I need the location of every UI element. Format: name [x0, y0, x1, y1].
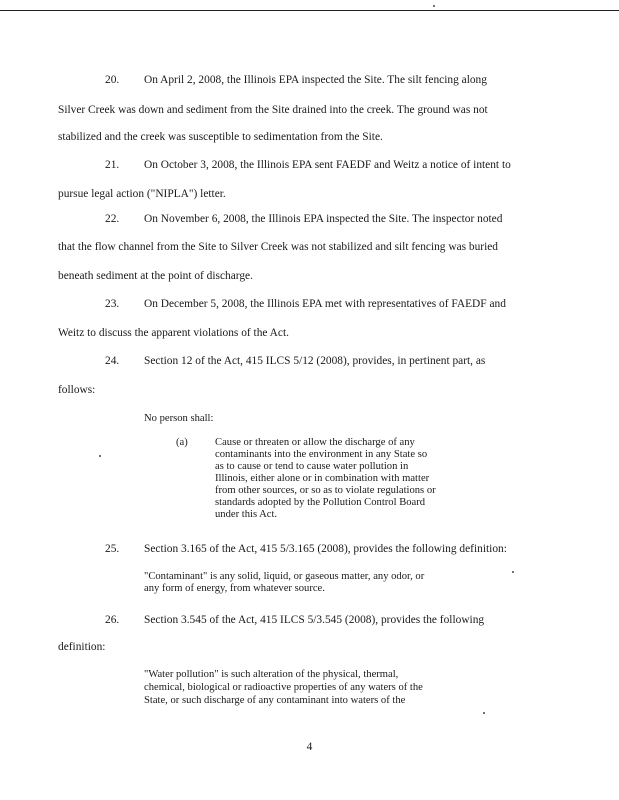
- top-rule: [0, 10, 619, 11]
- quote-line: State, or such discharge of any contaminant into waters of the: [144, 695, 406, 706]
- paragraph-number: 22.: [105, 213, 120, 225]
- quote-line: Illinois, either alone or in combination with matter: [215, 473, 430, 484]
- paragraph-line: that the flow channel from the Site to Silver Creek was not stabilized and silt fencing was buried: [58, 241, 499, 253]
- quote-line: under this Act.: [215, 509, 278, 520]
- quote-line: from other sources, or so as to violate regulations or: [215, 485, 436, 496]
- paragraph-line: definition:: [58, 641, 106, 653]
- page-number: 4: [306, 741, 313, 753]
- quote-line: "Contaminant" is any solid, liquid, or gaseous matter, any odor, or: [144, 571, 425, 582]
- paragraph-number: 21.: [105, 159, 120, 171]
- quote-line: standards adopted by the Pollution Control Board: [215, 497, 426, 508]
- quote-line: contaminants into the environment in any State so: [215, 449, 428, 460]
- paragraph-line: Silver Creek was down and sediment from the Site drained into the creek. The ground was not: [58, 104, 488, 116]
- quote-line: chemical, biological or radioactive properties of any waters of the: [144, 682, 423, 693]
- scan-speck: [483, 712, 485, 714]
- scan-speck: [99, 455, 101, 457]
- quote-item-label: (a): [176, 437, 188, 448]
- paragraph-line: On October 3, 2008, the Illinois EPA sent FAEDF and Weitz a notice of intent to: [144, 159, 511, 171]
- paragraph-line: stabilized and the creek was susceptible to sedimentation from the Site.: [58, 131, 383, 143]
- scan-speck: [433, 5, 435, 7]
- paragraph-line: Section 12 of the Act, 415 ILCS 5/12 (2008), provides, in pertinent part, as: [144, 355, 486, 367]
- paragraph-line: On November 6, 2008, the Illinois EPA inspected the Site. The inspector noted: [144, 213, 503, 225]
- quote-line: "Water pollution" is such alteration of the physical, thermal,: [144, 669, 399, 680]
- scan-speck: [512, 571, 514, 573]
- paragraph-line: Weitz to discuss the apparent violations of the Act.: [58, 327, 289, 339]
- paragraph-number: 25.: [105, 543, 120, 555]
- quote-line: Cause or threaten or allow the discharge of any: [215, 437, 415, 448]
- paragraph-line: follows:: [58, 384, 96, 396]
- paragraph-number: 24.: [105, 355, 120, 367]
- paragraph-line: pursue legal action ("NIPLA") letter.: [58, 188, 226, 200]
- quote-intro: No person shall:: [144, 413, 214, 424]
- paragraph-number: 23.: [105, 298, 120, 310]
- paragraph-line: Section 3.165 of the Act, 415 5/3.165 (2008), provides the following definition:: [144, 543, 507, 555]
- quote-line: as to cause or tend to cause water pollution in: [215, 461, 409, 472]
- paragraph-line: Section 3.545 of the Act, 415 ILCS 5/3.545 (2008), provides the following: [144, 614, 485, 626]
- paragraph-line: On April 2, 2008, the Illinois EPA inspected the Site. The silt fencing along: [144, 74, 487, 86]
- quote-line: any form of energy, from whatever source.: [144, 583, 325, 594]
- paragraph-number: 20.: [105, 74, 120, 86]
- paragraph-line: beneath sediment at the point of discharge.: [58, 270, 253, 282]
- paragraph-line: On December 5, 2008, the Illinois EPA met with representatives of FAEDF and: [144, 298, 506, 310]
- paragraph-number: 26.: [105, 614, 120, 626]
